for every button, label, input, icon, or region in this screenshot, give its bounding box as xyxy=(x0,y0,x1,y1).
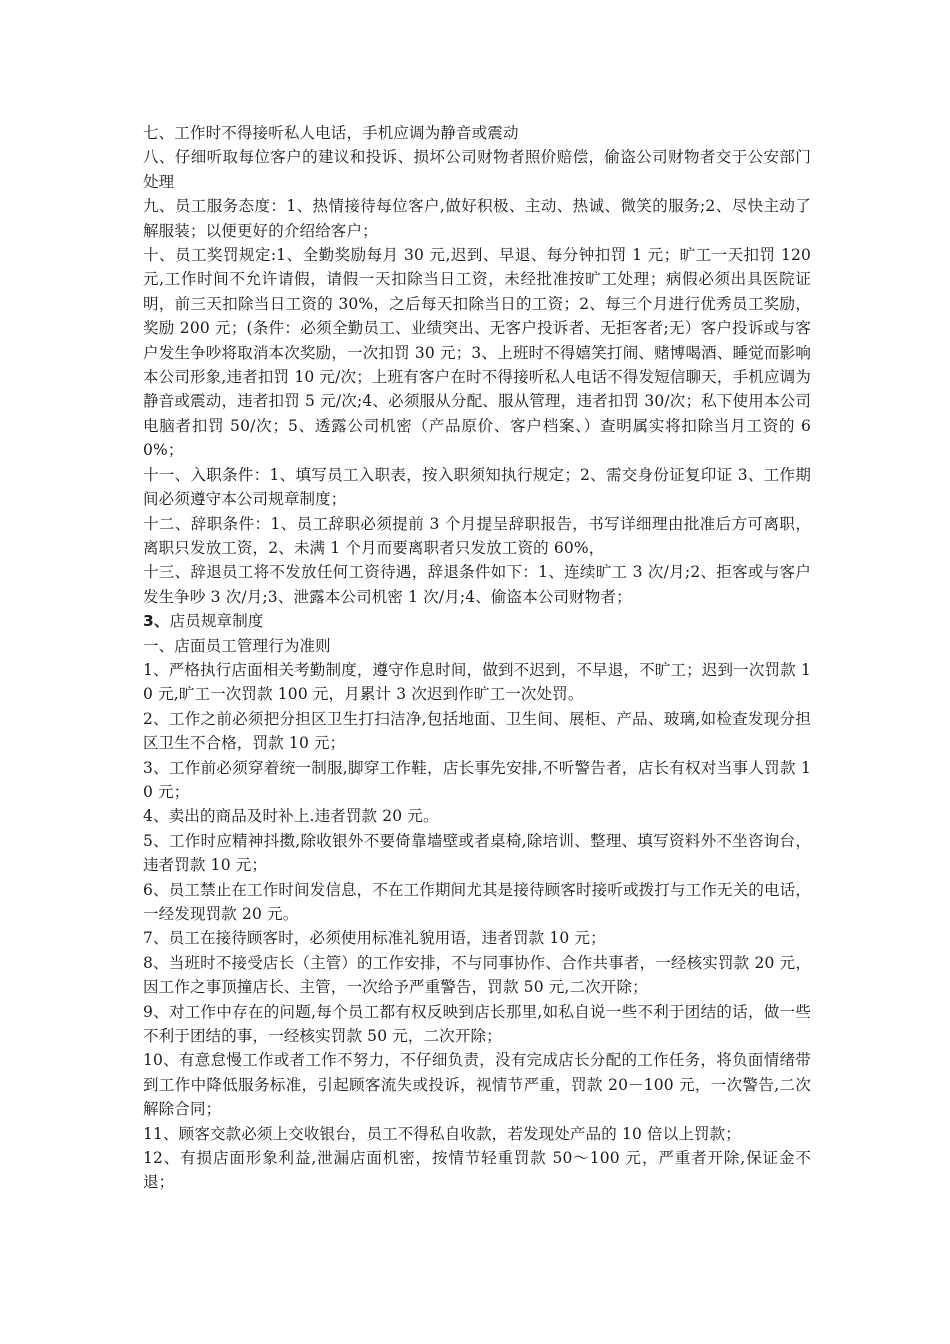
rule-item: 8、当班时不接受店长（主管）的工作安排，不与同事协作、合作共事者，一经核实罚款 20 元，因工作之事顶撞店长、主管，一次给予严重警告，罚款 50 元,二次开除； xyxy=(143,953,811,997)
paragraph: 十一、入职条件：1、填写员工入职表，按入职须知执行规定；2、需交身份证复印证 3、工作期间必须遵守本公司规章制度； xyxy=(143,465,811,509)
rule-item: 4、卖出的商品及时补上.违者罚款 20 元。 xyxy=(143,807,439,826)
section-number: 3、 xyxy=(143,612,170,631)
rule-item: 11、顾客交款必须上交收银台，员工不得私自收款，若发现处产品的 10 倍以上罚款； xyxy=(143,1124,741,1143)
section-title-text: 店员规章制度 xyxy=(169,612,264,631)
rule-item: 7、员工在接待顾客时，必须使用标准礼貌用语，违者罚款 10 元； xyxy=(143,929,606,948)
paragraph: 七、工作时不得接听私人电话，手机应调为静音或震动 xyxy=(143,124,519,142)
rule-item: 9、对工作中存在的问题,每个员工都有权反映到店长那里,如私自说一些不利于团结的话，做一些不利于团结的事，一经核实罚款 50 元，二次开除； xyxy=(143,1002,811,1046)
paragraph: 九、员工服务态度：1、热情接待每位客户,做好积极、主动、热诚、微笑的服务;2、尽快主动了解服装；以便更好的介绍给客户； xyxy=(143,197,811,240)
rule-item: 3、工作前必须穿着统一制服,脚穿工作鞋，店长事先安排,不听警告者，店长有权对当事人罚款 10 元； xyxy=(143,758,811,801)
rule-item: 5、工作时应精神抖擞,除收银外不要倚靠墙壁或者桌椅,除培训、整理、填写资料外不坐咨询台，违者罚款 10 元； xyxy=(143,831,811,875)
paragraph: 十二、辞职条件：1、员工辞职必须提前 3 个月提呈辞职报告，书写详细理由批准后方可离职，离职只发放工资，2、未满 1 个月而要离职者只发放工资的 60%， xyxy=(143,514,811,557)
section-title xyxy=(143,609,811,633)
document-body xyxy=(143,121,811,1195)
rule-item: 2、工作之前必须把分担区卫生打扫洁净,包括地面、卫生间、展柜、产品、玻璃,如检查发现分担区卫生不合格，罚款 10 元； xyxy=(143,709,811,753)
paragraph: 八、仔细听取每位客户的建议和投诉、损坏公司财物者照价赔偿，偷盗公司财物者交于公安部门处理 xyxy=(143,148,811,191)
rule-item: 6、员工禁止在工作时间发信息，不在工作期间尤其是接待顾客时接听或拨打与工作无关的电话，一经发现罚款 20 元。 xyxy=(143,880,811,923)
rule-item: 12、有损店面形象利益,泄漏店面机密，按情节轻重罚款 50～100 元，严重者开除,保证金不退； xyxy=(143,1149,811,1192)
paragraph: 十、员工奖罚规定:1、全勤奖励每月 30 元,迟到、早退、每分钟扣罚 1 元；旷工一天扣罚 120 元,工作时间不允许请假，请假一天扣除当日工资，未经批准按旷工处理；病假必须出具医院证明，前三天扣除当日工资的 30%，之后每天扣除当日的工资；2、每三个月进行优秀员工奖励，奖励 200 元；(条件：必须全勤员工、业绩突出、无客户投诉者、无拒客者;无）客户投诉或与客户发生争吵将取消本次奖励，一次扣罚 30 元；3、上班时不得嬉笑打闹、赌博喝酒、睡觉而影响本公司形象,违者扣罚 10 元/次；上班有客户在时不得接听私人电话不得发短信聊天，手机应调为静音或震动，违者扣罚 5 元/次;4、必须服从分配、服从管理，违者扣罚 30/次；私下使用本公司电脑者扣罚 50/次；5、透露公司机密（产品原价、客户档案、）查明属实将扣除当月工资的 60%； xyxy=(143,246,811,460)
rule-item: 10、有意怠慢工作或者工作不努力，不仔细负责，没有完成店长分配的工作任务，将负面情绪带到工作中降低服务标准，引起顾客流失或投诉，视情节严重，罚款 20－100 元，一次警告,二次解除合同； xyxy=(143,1051,811,1119)
rule-item: 1、严格执行店面相关考勤制度，遵守作息时间，做到不迟到，不早退，不旷工；迟到一次罚款 10 元,旷工一次罚款 100 元，月累计 3 次迟到作旷工一次处罚。 xyxy=(143,660,811,704)
paragraph: 十三、辞退员工将不发放任何工资待遇，辞退条件如下：1、连续旷工 3 次/月;2、拒客或与客户发生争吵 3 次/月;3、泄露本公司机密 1 次/月;4、偷盗本公司财物者； xyxy=(143,563,811,606)
subsection-title: 一、店面员工管理行为准则 xyxy=(143,636,331,655)
